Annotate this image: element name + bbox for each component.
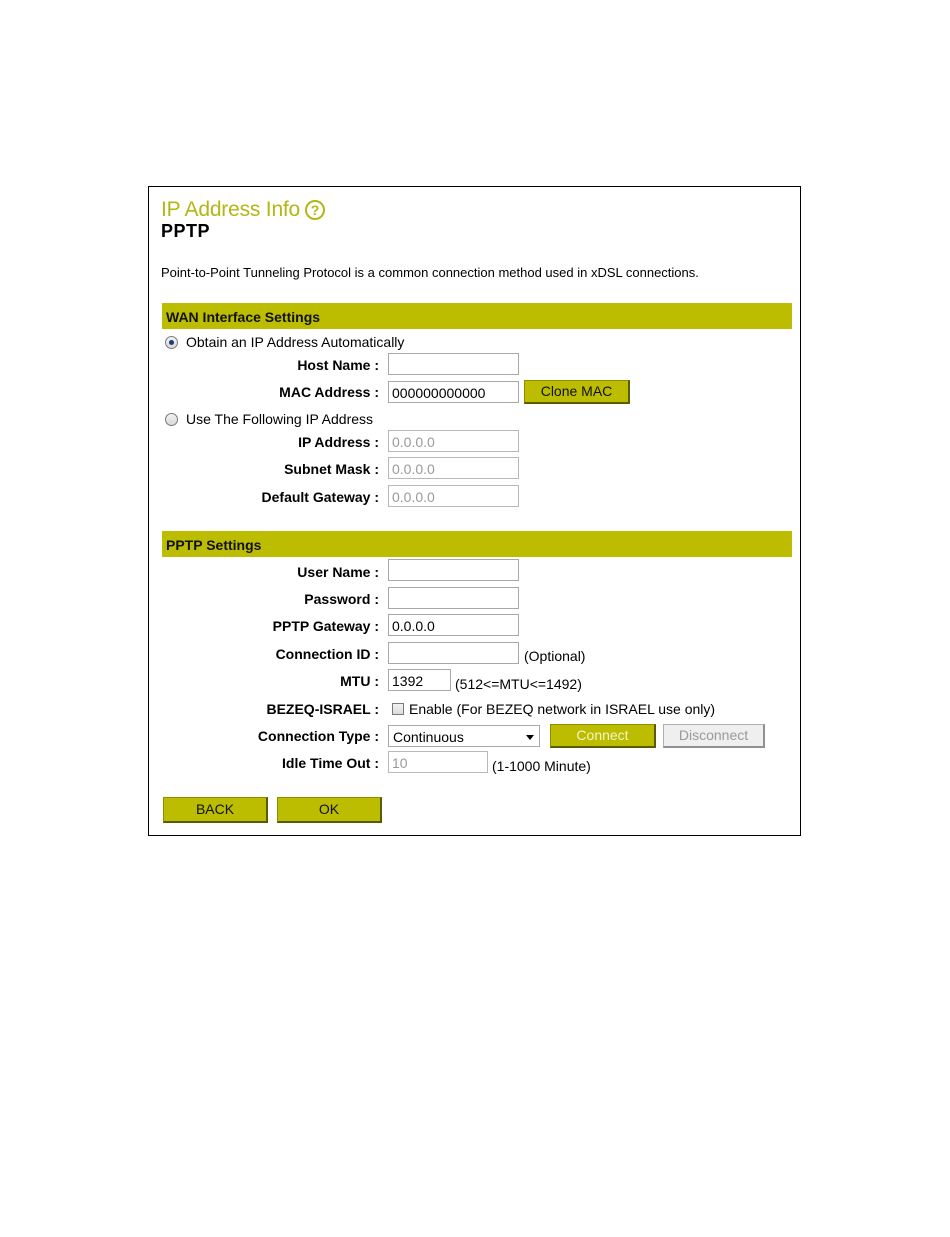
clone-mac-button[interactable]: Clone MAC	[524, 380, 630, 404]
pptp-section-header: PPTP Settings	[162, 531, 792, 557]
obtain-auto-label: Obtain an IP Address Automatically	[186, 334, 405, 350]
connection-type-label: Connection Type :	[257, 728, 379, 744]
host-name-label: Host Name :	[297, 357, 379, 373]
bezeq-enable-checkbox[interactable]	[392, 703, 404, 715]
page-title: IP Address Info	[161, 198, 301, 221]
use-following-radio[interactable]	[165, 413, 178, 426]
back-button[interactable]: BACK	[163, 797, 268, 823]
mac-address-input[interactable]: 000000000000	[388, 381, 519, 403]
user-name-label: User Name :	[297, 564, 379, 580]
connection-id-label: Connection ID :	[275, 646, 379, 662]
use-following-option[interactable]	[165, 411, 373, 427]
title-row	[161, 197, 325, 223]
default-gateway-input[interactable]: 0.0.0.0	[388, 485, 519, 507]
password-label: Password :	[304, 591, 379, 607]
page-subtitle: PPTP	[161, 221, 211, 241]
pptp-gateway-label: PPTP Gateway :	[272, 618, 379, 634]
host-name-input[interactable]	[388, 353, 519, 375]
connection-id-input[interactable]	[388, 642, 519, 664]
chevron-down-icon	[526, 735, 534, 740]
mtu-label: MTU :	[340, 673, 379, 689]
bezeq-enable-option[interactable]	[392, 701, 715, 717]
connection-id-note: (Optional)	[524, 648, 586, 664]
ok-button[interactable]: OK	[277, 797, 382, 823]
ip-address-label: IP Address :	[298, 434, 379, 450]
idle-time-out-note: (1-1000 Minute)	[492, 758, 591, 774]
mtu-input[interactable]: 1392	[388, 669, 451, 691]
mtu-note: (512<=MTU<=1492)	[455, 676, 582, 692]
connection-type-value: Continuous	[393, 729, 464, 745]
wan-section-header: WAN Interface Settings	[162, 303, 792, 329]
connection-type-select[interactable]	[388, 725, 540, 747]
use-following-label: Use The Following IP Address	[186, 411, 374, 427]
pptp-gateway-input[interactable]: 0.0.0.0	[388, 614, 519, 636]
help-icon[interactable]: ?	[305, 200, 325, 220]
obtain-auto-option[interactable]	[165, 334, 404, 350]
ip-address-input[interactable]: 0.0.0.0	[388, 430, 519, 452]
idle-time-out-label: Idle Time Out :	[282, 755, 379, 771]
default-gateway-label: Default Gateway :	[261, 489, 379, 505]
ip-address-info-panel	[148, 186, 801, 836]
password-input[interactable]	[388, 587, 519, 609]
connect-button[interactable]: Connect	[550, 724, 656, 748]
mac-address-label: MAC Address :	[279, 384, 379, 400]
user-name-input[interactable]	[388, 559, 519, 581]
idle-time-out-input[interactable]: 10	[388, 751, 488, 773]
disconnect-button[interactable]: Disconnect	[663, 724, 765, 748]
bezeq-enable-label: Enable (For BEZEQ network in ISRAEL use only)	[409, 701, 716, 717]
page-description: Point-to-Point Tunneling Protocol is a common connection method used in xDSL connections.	[161, 265, 699, 280]
subnet-mask-label: Subnet Mask :	[284, 461, 379, 477]
subnet-mask-input[interactable]: 0.0.0.0	[388, 457, 519, 479]
bezeq-israel-label: BEZEQ-ISRAEL :	[266, 701, 379, 717]
obtain-auto-radio[interactable]	[165, 336, 178, 349]
